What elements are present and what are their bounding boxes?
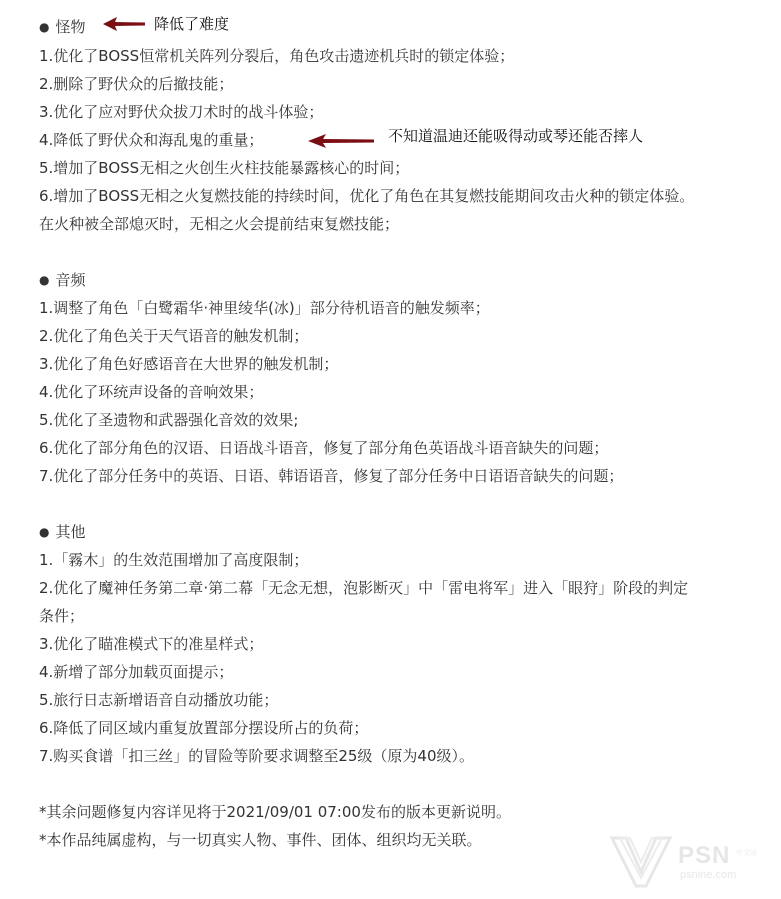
list-item: 3.优化了瞄准模式下的准星样式； <box>39 635 264 653</box>
list-item: 2.删除了野伏众的后撤技能； <box>39 75 234 93</box>
list-item: 5.增加了BOSS无相之火创生火柱技能暴露核心的时间； <box>39 159 410 177</box>
list-item-continuation: 条件； <box>39 607 85 625</box>
annotation-weight: 不知道温迪还能吸得动或琴还能否摔人 <box>388 127 644 145</box>
list-item: 7.购买食谱「扣三丝」的冒险等阶要求调整至25级（原为40级）。 <box>39 747 474 765</box>
list-item: 3.优化了应对野伏众拔刀术时的战斗体验； <box>39 103 324 121</box>
list-item: 4.降低了野伏众和海乱鬼的重量； <box>39 131 264 149</box>
list-item-continuation: 在火种被全部熄灭时，无相之火会提前结束复燃技能； <box>39 215 400 233</box>
annotation-difficulty: 降低了难度 <box>154 15 230 33</box>
list-item: 1.「霧木」的生效范围增加了高度限制； <box>39 551 309 569</box>
list-item: 2.优化了魔神任务第二章·第二幕「无念无想，泡影断灭」中「雷电将军」进入「眼狩」阶段的判定 <box>39 579 689 597</box>
list-item: 1.调整了角色「白鹭霜华·神里绫华(冰)」部分待机语音的触发频率； <box>39 299 490 317</box>
arrow-left-icon <box>103 16 145 32</box>
arrow-left-icon <box>308 133 374 149</box>
watermark <box>608 832 773 892</box>
list-item: 1.优化了BOSS恒常机关阵列分裂后，角色攻击遗迹机兵时的锁定体验； <box>39 47 515 65</box>
section-heading-audio: ● 音频 <box>39 270 86 291</box>
list-item: 5.旅行日志新增语音自动播放功能； <box>39 691 279 709</box>
footnote: *其余问题修复内容详见将于2021/09/01 07:00发布的版本更新说明。 <box>39 803 511 821</box>
list-item: 2.优化了角色关于天气语音的触发机制； <box>39 327 309 345</box>
footnote: *本作品纯属虚构，与一切真实人物、事件、团体、组织均无关联。 <box>39 831 482 849</box>
list-item: 7.优化了部分任务中的英语、日语、韩语语音，修复了部分任务中日语语音缺失的问题； <box>39 467 624 485</box>
psnine-logo-icon <box>608 832 674 890</box>
watermark-brand: PSN <box>678 842 731 869</box>
section-heading-monsters: ● 怪物 <box>39 17 86 38</box>
watermark-tag: 中文站 <box>736 849 757 857</box>
list-item: 4.优化了环统声设备的音响效果； <box>39 383 264 401</box>
list-item: 6.优化了部分角色的汉语、日语战斗语音，修复了部分角色英语战斗语音缺失的问题； <box>39 439 609 457</box>
section-heading-other: ● 其他 <box>39 522 86 543</box>
list-item: 6.降低了同区域内重复放置部分摆设所占的负荷； <box>39 719 369 737</box>
list-item: 6.增加了BOSS无相之火复燃技能的持续时间，优化了角色在其复燃技能期间攻击火种的锁定体验。 <box>39 187 695 205</box>
list-item: 5.优化了圣遗物和武器强化音效的效果; <box>39 411 299 429</box>
list-item: 3.优化了角色好感语音在大世界的触发机制； <box>39 355 339 373</box>
list-item: 4.新增了部分加载页面提示； <box>39 663 234 681</box>
watermark-site: psnine.com <box>680 869 737 881</box>
